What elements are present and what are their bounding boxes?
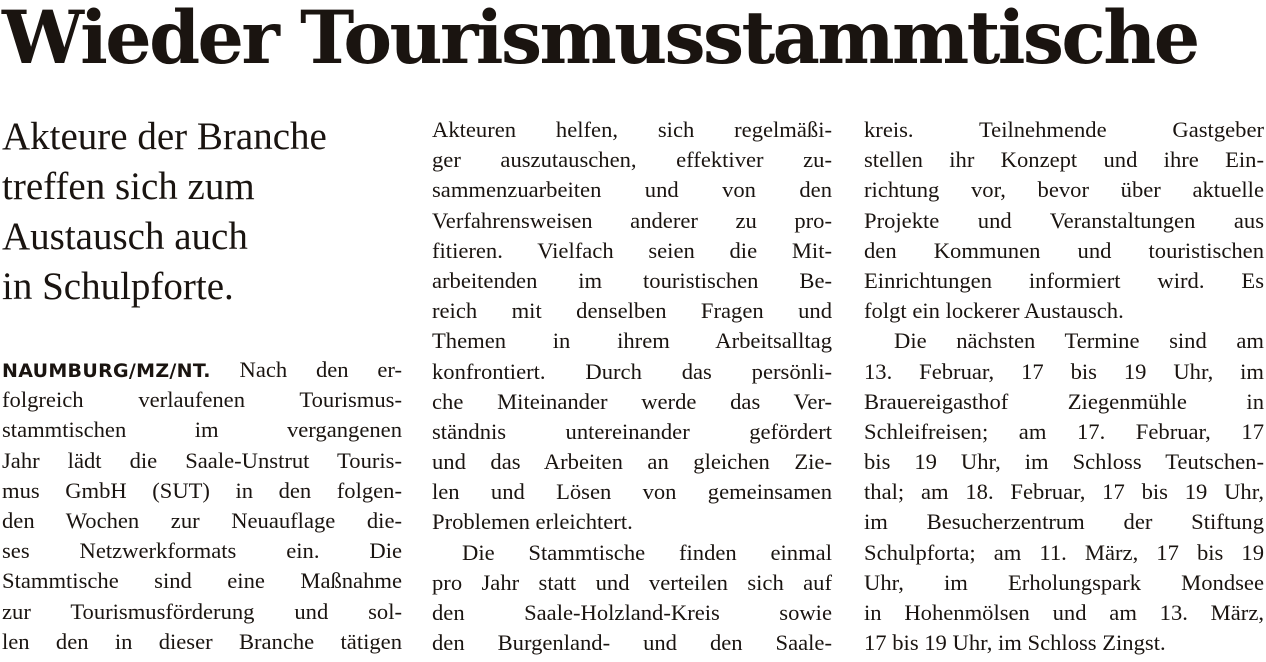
text-line: che Miteinander werde das Ver- <box>432 388 832 414</box>
text-line: bis 19 Uhr, im Schloss Teutschen- <box>864 449 1264 475</box>
text-line: ses Netzwerkformats ein. Die <box>2 538 402 564</box>
text-line: mus GmbH (SUT) in den folgen- <box>2 477 402 503</box>
text-line: in Hohenmölsen und am 13. März, <box>864 600 1264 625</box>
text-line: len den in dieser Branche tätigen <box>2 628 402 654</box>
text-line: stellen ihr Konzept und ihre Ein- <box>864 147 1264 173</box>
text-line: konfrontiert. Durch das persönli- <box>432 358 832 384</box>
text-line: ständnis untereinander gefördert <box>432 418 832 444</box>
text-line: 17 bis 19 Uhr, im Schloss Zingst. <box>864 630 1166 656</box>
text-line: Die nächsten Termine sind am <box>894 328 1264 354</box>
text-line: kreis. Teilnehmende Gastgeber <box>864 117 1264 142</box>
text-line: sammenzuarbeiten und von den <box>432 177 832 203</box>
text-line: Uhr, im Erholungspark Mondsee <box>864 569 1264 595</box>
text-line: 13. Februar, 17 bis 19 Uhr, im <box>864 358 1264 384</box>
text-line: Schleifreisen; am 17. Februar, 17 <box>864 418 1264 444</box>
dateline: NAUMBURG/MZ/NT. <box>2 360 211 382</box>
subheadline-line: treffen sich zum <box>2 165 255 208</box>
text-line: den Kommunen und touristischen <box>864 237 1264 263</box>
text-line: den Saale-Holzland-Kreis sowie <box>432 600 832 625</box>
text-line: reich mit denselben Fragen und <box>432 298 832 324</box>
text-line: Verfahrensweisen anderer zu pro- <box>432 207 832 233</box>
text-line <box>2 355 402 385</box>
subheadline-line: in Schulpforte. <box>2 265 234 308</box>
text-line: folgreich verlaufenen Tourismus- <box>2 387 402 413</box>
text-line: Problemen erleichtert. <box>432 509 633 535</box>
text-line: arbeitenden im touristischen Be- <box>432 267 832 293</box>
text-line: Jahr lädt die Saale-Unstrut Touris- <box>2 447 402 473</box>
text-line: Akteuren helfen, sich regelmäßi- <box>432 117 832 142</box>
text-line: und das Arbeiten an gleichen Zie- <box>432 449 832 475</box>
text-line: ger auszutauschen, effektiver zu- <box>432 147 832 173</box>
text-line: Schulpforta; am 11. März, 17 bis 19 <box>864 539 1264 565</box>
text-line: Themen in ihrem Arbeitsalltag <box>432 328 832 354</box>
text-line: stammtischen im vergangenen <box>2 417 402 443</box>
text-line-content: Nach den er- <box>239 357 402 382</box>
text-line: Projekte und Veranstaltungen aus <box>864 207 1264 233</box>
article-column-3 <box>864 115 1264 658</box>
text-line: thal; am 18. Februar, 17 bis 19 Uhr, <box>864 479 1264 505</box>
text-line: Brauereigasthof Ziegenmühle in <box>864 388 1264 414</box>
subheadline-line: Austausch auch <box>2 215 248 258</box>
article-column-1 <box>2 355 402 657</box>
text-line: richtung vor, bevor über aktuelle <box>864 177 1264 203</box>
text-line: Einrichtungen informiert wird. Es <box>864 267 1264 293</box>
text-line: pro Jahr statt und verteilen sich auf <box>432 569 832 595</box>
subheadline <box>2 112 402 312</box>
text-line: im Besucherzentrum der Stiftung <box>864 509 1264 535</box>
text-line: Die Stammtische finden einmal <box>462 539 832 565</box>
headline: Wieder Tourismusstammtische <box>2 0 1198 81</box>
text-line: den Burgenland- und den Saale- <box>432 630 832 656</box>
text-line: len und Lösen von gemeinsamen <box>432 479 832 505</box>
text-line: Stammtische sind eine Maßnahme <box>2 568 402 594</box>
text-line: den Wochen zur Neuauflage die- <box>2 507 402 533</box>
text-line: zur Tourismusförderung und sol- <box>2 598 402 624</box>
text-line: folgt ein lockerer Austausch. <box>864 298 1124 324</box>
article-column-2 <box>432 115 832 658</box>
subheadline-line: Akteure der Branche <box>2 115 327 158</box>
text-line: fitieren. Vielfach seien die Mit- <box>432 237 832 263</box>
